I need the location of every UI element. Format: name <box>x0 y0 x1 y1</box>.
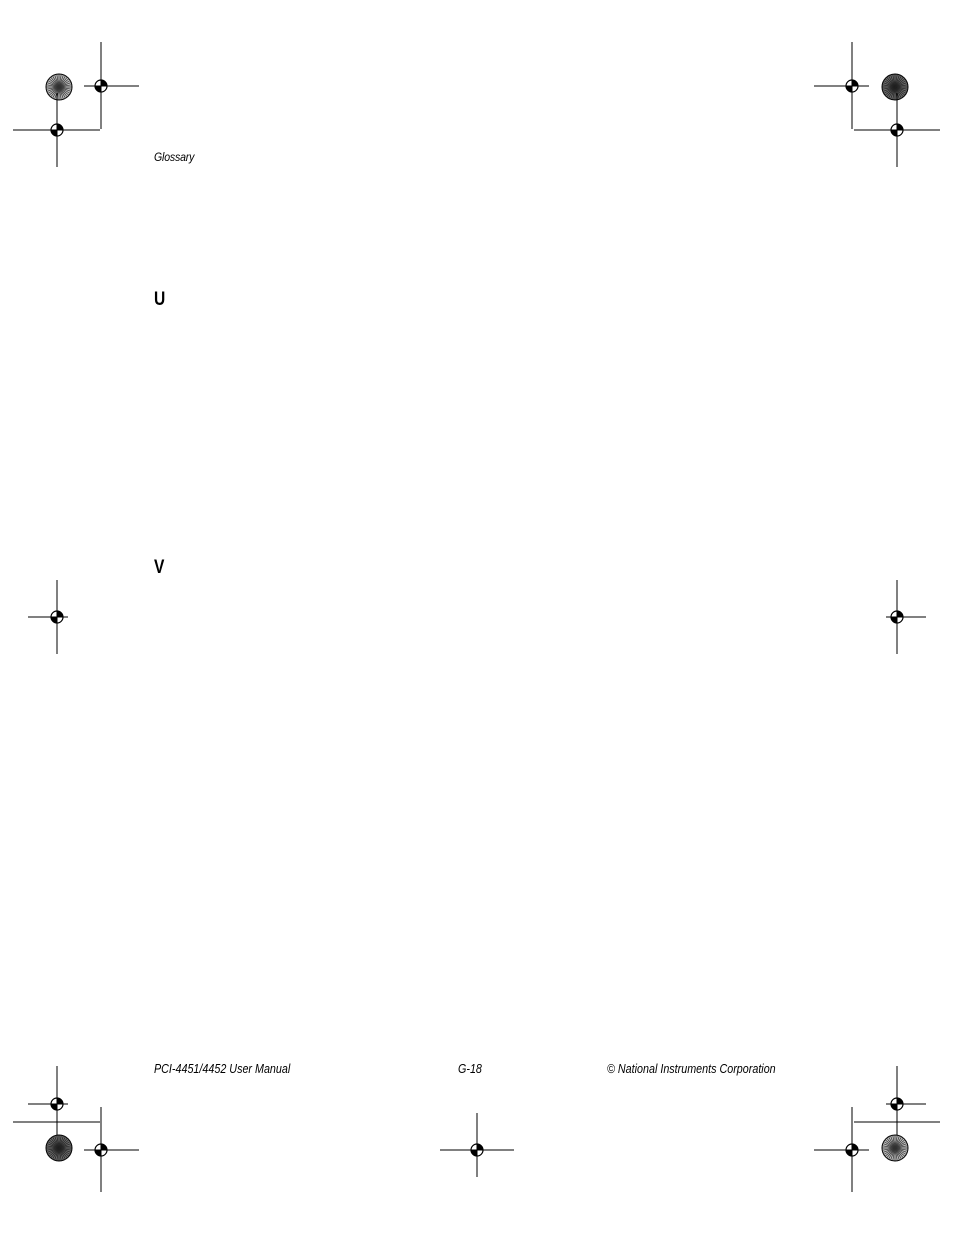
section-letter-u: U <box>154 289 166 310</box>
registration-target-bottom-left <box>84 1107 139 1192</box>
registration-target-bottom-left-upper <box>28 1066 68 1142</box>
starburst-top-right <box>882 74 908 100</box>
starburst-bottom-left <box>46 1135 72 1161</box>
registration-target-mid-left <box>28 580 68 654</box>
footer-copyright: © National Instruments Corporation <box>607 1062 776 1076</box>
starburst-bottom-right <box>882 1135 908 1161</box>
registration-target-mid-right <box>886 580 926 654</box>
footer-manual-title: PCI-4451/4452 User Manual <box>154 1062 291 1076</box>
registration-target-top-left <box>84 42 139 129</box>
starburst-top-left <box>46 74 72 100</box>
running-head: Glossary <box>154 150 195 164</box>
footer-page-number: G-18 <box>458 1062 482 1076</box>
registration-target-top-left-lower <box>13 93 100 167</box>
registration-target-top-right <box>814 42 869 129</box>
registration-target-bottom-right <box>814 1107 869 1192</box>
section-letter-v: V <box>154 557 165 578</box>
registration-target-top-right-lower <box>854 93 940 167</box>
registration-target-bottom-center <box>440 1113 514 1177</box>
registration-target-bottom-right-upper <box>886 1066 926 1142</box>
